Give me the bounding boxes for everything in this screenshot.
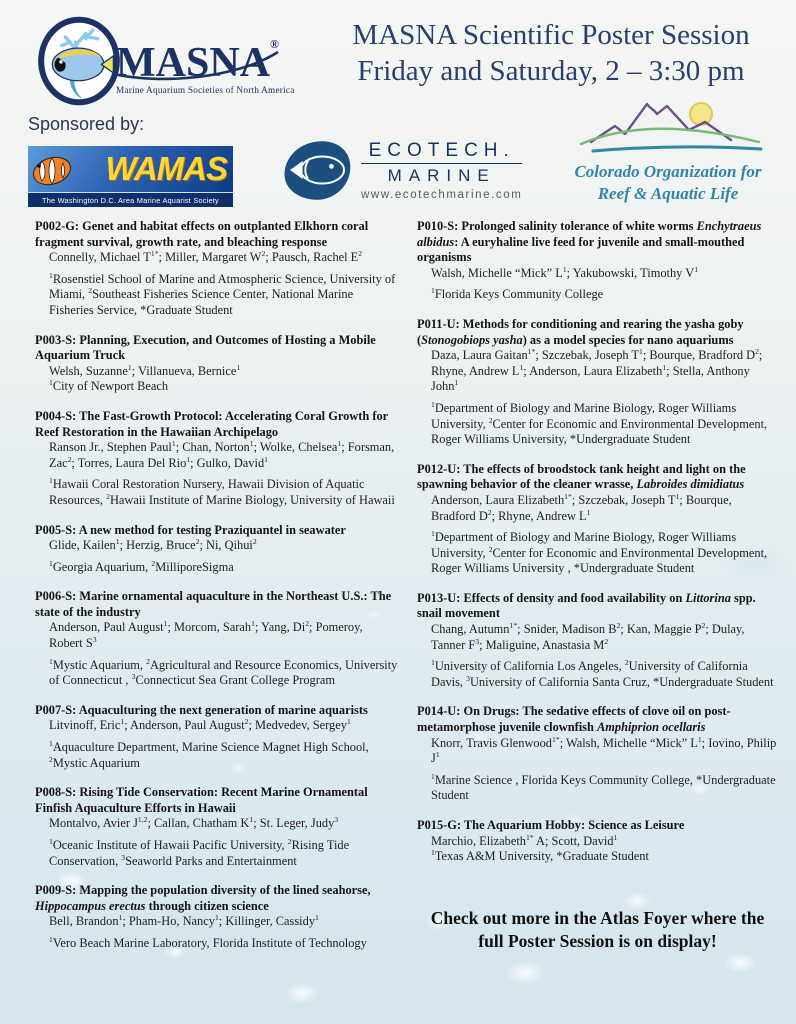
title-line-1: MASNA Scientific Poster Session (352, 19, 750, 51)
entry-title: P013-U: Effects of density and food availability on Littorina spp. snail movement (417, 590, 756, 621)
poster-entry-P004-S (35, 409, 398, 509)
poster-entry-P005-S (35, 523, 398, 576)
entry-authors: Glide, Kailen$^1$; Herzig, Bruce$^2$; Ni, Qihui$^2$ (49, 536, 257, 553)
wamas-logo (28, 146, 233, 207)
entry-title: P007-S: Aquaculturing the next generation of marine aquarists (35, 702, 368, 717)
ecotech-url: www.ecotechmarine.com (361, 188, 523, 201)
masna-logo (36, 16, 295, 106)
entry-title: P010-S: Prolonged salinity tolerance of white worms Enchytraeus albidus: A euryhaline live feed for juvenile and small-mouthed organisms (417, 219, 762, 265)
entry-affiliations: $^1$Oceanic Institute of Hawaii Pacific University, $^2$Rising Tide Conservation, $^3$Seaworld Parks and Entertainment (49, 836, 350, 868)
coral-name-line-1: Colorado Organization for (574, 162, 762, 181)
entry-affiliations: $^1$Rosenstiel School of Marine and Atmospheric Science, University of Miami, $^2$Southeast Fisheries Science Center, National Marine Fisheries Service, *Graduate Student (49, 270, 396, 317)
entry-title: P008-S: Rising Tide Conservation: Recent Marine Ornamental Finfish Aquaculture Efforts in Hawaii (35, 785, 368, 815)
masna-tagline: Marine Aquarium Societies of North America (116, 86, 295, 96)
poster-entry-P012-U (417, 462, 778, 577)
entry-title: P006-S: Marine ornamental aquaculture in the Northeast U.S.: The state of the industry (35, 589, 392, 619)
left-column (35, 219, 398, 966)
footer-note: Check out more in the Atlas Foyer where the full Poster Session is on display! (430, 907, 765, 952)
poster-entry-P015-G (417, 818, 778, 865)
poster-entry-P014-U (417, 704, 778, 804)
blue-tang-fish-icon (36, 16, 122, 106)
entry-affiliations: $^1$Marine Science , Florida Keys Community College, *Undergraduate Student (431, 771, 776, 803)
poster-entry-P002-G (35, 219, 398, 319)
entry-title: P015-G: The Aquarium Hobby: Science as Leisure (417, 818, 685, 832)
poster-entry-P007-S (35, 703, 398, 771)
entry-authors: Marchio, Elizabeth$^{1*}$ A; Scott, David$^1$ (431, 832, 618, 848)
registered-mark: ® (270, 37, 279, 51)
clownfish-icon (30, 147, 74, 191)
entry-affiliations: $^1$Vero Beach Marine Laboratory, Florida Institute of Technology (49, 934, 367, 950)
coral-logo (548, 96, 788, 205)
ecotech-logo (281, 134, 522, 206)
entry-title: P004-S: The Fast-Growth Protocol: Accelerating Coral Growth for Reef Restoration in the Hawaiian Archipelago (35, 408, 388, 439)
ecotech-marine-wordmark: MARINE (387, 165, 496, 185)
entry-affiliations: $^1$Georgia Aquarium, $^2$MilliporeSigma (49, 558, 234, 574)
entry-affiliations: $^1$Florida Keys Community College (431, 286, 604, 302)
entry-authors: Bell, Brandon$^1$; Pham-Ho, Nancy$^1$; Killinger, Cassidy$^1$ (49, 913, 319, 929)
coral-name-line-2: Reef & Aquatic Life (597, 184, 739, 204)
ecotech-wordmark: ECOTECH. (368, 139, 515, 161)
entry-title: P003-S: Planning, Execution, and Outcomes of Hosting a Mobile Aquarium Truck (35, 332, 376, 363)
entry-authors: Ranson Jr., Stephen Paul$^1$; Chan, Norton$^1$; Wolke, Chelsea$^1$; Forsman, Zac$^2$; Torres, Laura Del Rio$^1$; Gulko, David$^1$ (49, 439, 395, 470)
right-column (417, 219, 778, 966)
entry-title: P014-U: On Drugs: The sedative effects of clove oil on post-metamorphose juvenile clownfish Amphiprion ocellaris (417, 704, 731, 735)
right-column-entries (417, 219, 778, 865)
sponsored-by-label: Sponsored by: (28, 114, 145, 134)
entry-title: P011-U: Methods for conditioning and rearing the yasha goby (Stonogobiops yasha) as a model species for nano aquariums (417, 316, 744, 347)
entry-authors: Anderson, Paul August$^1$; Morcom, Sarah$^1$; Yang, Di$^2$; Pomeroy, Robert $S^3$ (49, 619, 363, 651)
ecotech-fish-icon (281, 134, 353, 206)
mountain-sun-icon (563, 96, 773, 156)
entry-affiliations: $^1$Department of Biology and Marine Biology, Roger Williams University, $^2$Center for Economic and Environmental Development, Roger Williams University, *Undergraduate Student (431, 399, 768, 447)
entry-title: P005-S: A new method for testing Praziquantel in seawater (35, 522, 346, 537)
poster-entry-P008-S (35, 785, 398, 869)
entry-affiliations: $^1$Aquaculture Department, Marine Science Magnet High School, $^2$Mystic Aquarium (49, 738, 369, 770)
poster-entry-P010-S (417, 219, 778, 303)
entry-authors: Anderson, Laura Elizabeth$^{1*}$; Szczebak, Joseph $T^1$; Bourque, Bradford $D^2$; Rhyne, Andrew $L^1$ (431, 491, 732, 523)
entry-authors: Knorr, Travis Glenwood$^{1*}$; Walsh, Michelle “Mick” $L^1$; Iovino, Philip $J^1$ (431, 734, 777, 766)
entry-authors: Chang, Autumn$^{1*}$; Snider, Madison $B^2$; Kan, Maggie $P^2$; Dulay, Tanner $F^3$; Maliguine, Anastasia $M^2$ (431, 620, 745, 652)
ecotech-divider (361, 163, 522, 164)
poster-entry-P013-U (417, 591, 778, 691)
page-title (320, 18, 782, 90)
entry-authors: Daza, Laura Gaitan$^{1*}$; Szczebak, Joseph $T^1$; Bourque, Bradford $D^2$; Rhyne, Andrew $L^1$; Anderson, Laura Elizabeth$^1$; Stella, Anthony John$^1$ (431, 347, 763, 394)
entry-authors: Welsh, Suzanne$^1$; Villanueva, Bernice$^1$ (49, 362, 241, 378)
entry-authors: Connelly, Michael $T^{1*}$; Miller, Margaret $W^2$; Pausch, Rachel $E^2$ (49, 249, 363, 265)
entry-title: P002-G: Genet and habitat effects on outplanted Elkhorn coral fragment survival, growth rate, and bleaching response (35, 219, 369, 249)
entry-affiliations: $^1$Texas A&M University, *Graduate Student (431, 848, 649, 864)
entry-affiliations: $^1$Mystic Aquarium, $^2$Agricultural and Resource Economics, University of Connecticut , $^3$Connecticut Sea Grant College Program (49, 656, 398, 688)
entry-affiliations: $^1$City of Newport Beach (49, 378, 169, 394)
entry-authors: Montalvo, Avier J$^{1,2}$; Callan, Chatham $K^1$; St. Leger, Judy$^3$ (49, 815, 339, 831)
poster-list (0, 219, 796, 966)
poster-entry-P006-S (35, 589, 398, 689)
entry-affiliations: $^1$Hawaii Coral Restoration Nursery, Hawaii Division of Aquatic Resources, $^2$Hawaii Institute of Marine Biology, University of Hawaii (49, 476, 395, 507)
wamas-tagline: The Washington D.C. Area Marine Aquarist Society (28, 192, 233, 207)
entry-authors: Litvinoff, Eric$^1$; Anderson, Paul August$^2$; Medvedev, Sergey$^1$ (49, 717, 351, 733)
entry-title: P012-U: The effects of broodstock tank height and light on the spawning behavior of the cleaner wrasse, Labroides dimidiatus (417, 461, 746, 492)
masna-wordmark: MASNA® (116, 42, 295, 84)
poster-entry-P011-U (417, 317, 778, 448)
poster-entry-P003-S (35, 333, 398, 395)
entry-authors: Walsh, Michelle “Mick” $L^1$; Yakubowski, Timothy $V^1$ (431, 264, 699, 280)
entry-affiliations: $^1$University of California Los Angeles, $^2$University of California Davis, $^3$University of California Santa Cruz, *Undergraduate Student (431, 658, 774, 689)
poster-entry-P009-S (35, 883, 398, 951)
entry-title: P009-S: Mapping the population diversity of the lined seahorse, Hippocampus erectus through citizen science (35, 883, 371, 913)
entry-affiliations: $^1$Department of Biology and Marine Biology, Roger Williams University, $^2$Center for Economic and Environmental Development, Roger Williams University , *Undergraduate Student (431, 528, 768, 576)
title-line-2: Friday and Saturday, 2 – 3:30 pm (357, 54, 745, 87)
wamas-wordmark: WAMAS (105, 150, 227, 187)
